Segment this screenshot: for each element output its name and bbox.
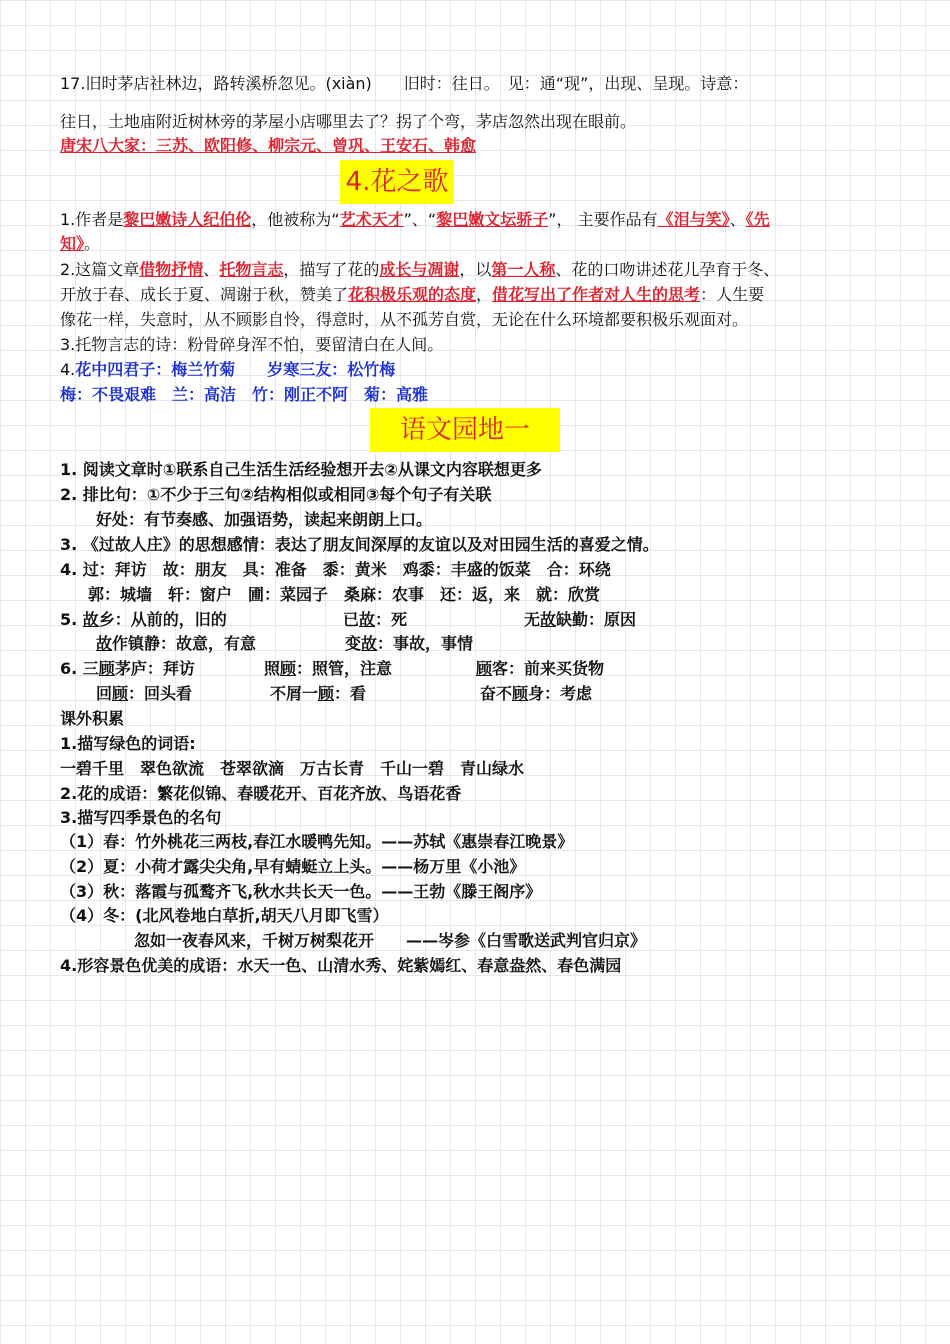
garden-item-3: 3. 《过故人庄》的思想感情：表达了朋友间深厚的友谊以及对田园生活的喜爱之情。 xyxy=(60,535,659,554)
extra-3-summer: （2）夏：小荷才露尖尖角,早有蜻蜓立上头。——杨万里《小池》 xyxy=(60,857,526,876)
lesson-title-flower-song: 4.花之歌 xyxy=(340,160,454,204)
garden-item-5-c: 无故缺勤：原因 xyxy=(524,610,637,629)
point-3-poem: 3.托物言志的诗：粉骨碎身浑不怕，要留清白在人间。 xyxy=(60,335,444,354)
garden-item-5-row2-a: 故作镇静：故意，有意 xyxy=(96,634,257,653)
extra-3-winter: （4）冬：(北风卷地白草折,胡天八月即飞雪） xyxy=(60,906,389,925)
point-2-line-2: 开放于春、成长于夏、凋谢于秋，赞美了花积极乐观的态度，借花写出了作者对人生的思考：人生要 xyxy=(60,285,765,304)
extra-2-idioms: 2.花的成语：繁花似锦、春暖花开、百花齐放、鸟语花香 xyxy=(60,784,462,803)
point-4-meanings: 梅：不畏艰难 兰：高洁 竹：刚正不阿 菊：高雅 xyxy=(60,385,429,404)
garden-item-6-c: 顾客：前来买货物 xyxy=(476,659,605,678)
poem-line-17: 17.旧时茅店社林边，路转溪桥忽见。(xiàn) 旧时：往日。 见：通“现”，出现、呈现。诗意： xyxy=(60,74,749,93)
extra-1-heading: 1.描写绿色的词语: xyxy=(60,734,196,753)
garden-item-2-benefit: 好处：有节奏感、加强语势，读起来朗朗上口。 xyxy=(96,510,433,529)
extra-3-heading: 3.描写四季景色的名句 xyxy=(60,808,222,827)
point-2-line-3: 像花一样，失意时，从不顾影自怜，得意时，从不孤芳自赏，无论在什么环境都要积极乐观面对。 xyxy=(60,310,749,329)
garden-item-5-row2-b: 变故：事故，事情 xyxy=(345,634,474,653)
eight-masters: 唐宋八大家：三苏、欧阳修、柳宗元、曾巩、王安石、韩愈 xyxy=(60,136,477,155)
extra-3-autumn: （3）秋：落霞与孤鹜齐飞,秋水共长天一色。——王勃《滕王阁序》 xyxy=(60,882,542,901)
garden-item-6-b: 照顾：照管，注意 xyxy=(264,659,393,678)
garden-item-5-b: 已故：死 xyxy=(343,610,408,629)
garden-item-4-cont: 郭：城墙 轩：窗户 圃：菜园子 桑麻：农事 还：返，来 就：欣赏 xyxy=(88,585,601,604)
point-4-gentlemen: 4.花中四君子：梅兰竹菊 岁寒三友：松竹梅 xyxy=(60,360,396,379)
garden-item-6-row2-c: 奋不顾身：考虑 xyxy=(480,684,593,703)
extra-3-winter-cont: 忽如一夜春风来，千树万树梨花开 ——岑参《白雪歌送武判官归京》 xyxy=(134,931,647,950)
point-2-line-1: 2.这篇文章借物抒情、托物言志，描写了花的成长与凋谢，以第一人称、花的口吻讲述花儿孕育于冬、 xyxy=(60,260,780,279)
garden-item-5: 5. 故乡：从前的，旧的 xyxy=(60,610,227,629)
garden-item-2: 2. 排比句：①不少于三句②结构相似或相同③每个句子有关联 xyxy=(60,485,492,504)
extra-1-words: 一碧千里 翠色欲流 苍翠欲滴 万古长青 千山一碧 青山绿水 xyxy=(60,759,525,778)
garden-item-6-row2-a: 回顾：回头看 xyxy=(96,684,193,703)
garden-item-4: 4. 过：拜访 故：朋友 具：准备 黍：黄米 鸡黍：丰盛的饭菜 合：环绕 xyxy=(60,560,611,579)
section-title-yuwen-yuandi: 语文园地一 xyxy=(370,408,560,452)
point-1-author: 1.作者是黎巴嫩诗人纪伯伦，他被称为“艺术天才”、“黎巴嫩文坛骄子”， 主要作品有《泪与笑》、《先 xyxy=(60,210,770,229)
extra-3-spring: （1）春：竹外桃花三两枝,春江水暖鸭先知。——苏轼《惠崇春江晚景》 xyxy=(60,832,574,851)
garden-item-1: 1. 阅读文章时①联系自己生活生活经验想开去②从课文内容联想更多 xyxy=(60,460,542,479)
extra-4-idioms: 4.形容景色优美的成语：水天一色、山清水秀、姹紫嫣红、春意盎然、春色满园 xyxy=(60,956,622,975)
garden-item-6: 6. 三顾茅庐：拜访 xyxy=(60,659,195,678)
poem-meaning: 往日，土地庙附近树林旁的茅屋小店哪里去了？拐了个弯，茅店忽然出现在眼前。 xyxy=(60,112,637,131)
garden-item-6-row2-b: 不屑一顾：看 xyxy=(270,684,367,703)
extra-heading: 课外积累 xyxy=(60,709,125,728)
point-1-author-cont: 知》。 xyxy=(60,234,101,253)
